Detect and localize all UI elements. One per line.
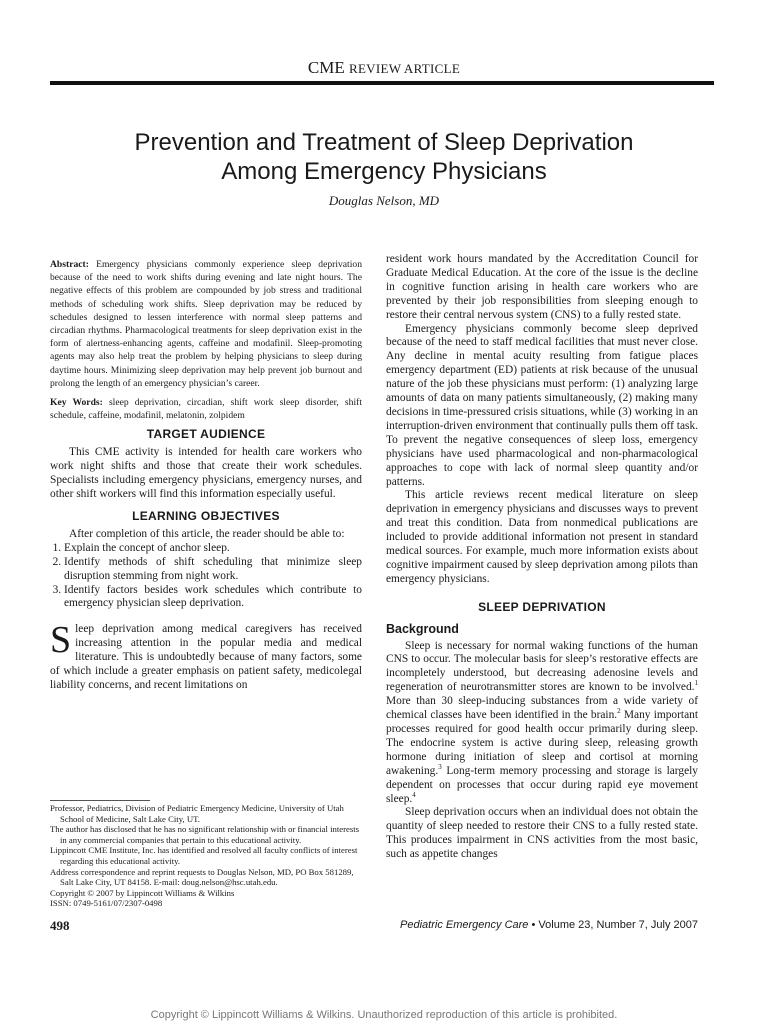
reference-marker[interactable]: 3 (438, 762, 442, 771)
footnote: The author has disclosed that he has no significant relationship with or financial interests in any commercial companies that pertain to this educational activity. (50, 824, 360, 845)
article-type-suffix: REVIEW ARTICLE (348, 61, 461, 76)
copyright-notice: Copyright © Lippincott Williams & Wilkins. Unauthorized reproduction of this article is prohibited. (150, 1009, 618, 1021)
article-title (0, 128, 768, 186)
journal-separator: • (531, 919, 536, 931)
body-paragraph: Emergency physicians commonly become sleep deprived because of the need to staff medical facilities that must never close. Any decline in mental acuity resulting from fatigue places emergency department (ED) patients at risk because of the unusual nature of the job these physicians must perform: (1) analyzing large amounts of data on many patients simultaneously, (2) making many decisions in time-pressured crisis situations, while (3) working in an interruption-driven environment that continually pulls them off task. To prevent the negative consequences of sleep loss, emergency physicians have used pharmacological and non-pharmacological approaches to cope with lack of normal sleep quantity and/or patterns. (386, 322, 698, 488)
intro-paragraph (50, 619, 362, 693)
reference-marker[interactable]: 2 (617, 707, 621, 716)
background-paragraph: Sleep is necessary for normal waking functions of the human CNS to occur. The molecular basis for sleep’s restorative effects are incompletely understood, but decreasing adenosine levels and regeneration of neurotransmitter stores are known to be involved.$^1$ More than 30 sleep-inducing substances from a wide variety of chemical classes have been identified in the brain.$^2$ Many important processes required for good health occur primarily during sleep. The endocrine system is active during sleep, releasing growth hormone during initiation of sleep and cortisol at morning awakening.$^3$ Long-term memory processing and storage is largely dependent on processes that occur during rapid eye movement sleep.$^4$ (386, 639, 698, 805)
sleep-deprivation-heading: SLEEP DEPRIVATION (478, 599, 606, 614)
learning-objectives-list (50, 542, 362, 612)
keywords-text: sleep deprivation, circadian, shift work sleep disorder, shift schedule, caffeine, modafinil, melatonin, zolpidem (50, 397, 362, 422)
reference-marker[interactable]: 4 (412, 790, 416, 799)
abstract-label: Abstract: (50, 259, 89, 270)
keywords-label: Key Words: (50, 397, 103, 409)
journal-name: Pediatric Emergency Care (400, 919, 529, 931)
objective-item: 3. Identify factors besides work schedules which contribute to emergency physician sleep deprivation. (64, 584, 362, 612)
footnote: Professor, Pediatrics, Division of Pediatric Emergency Medicine, University of Utah School of Medicine, Salt Lake City, UT. (50, 803, 344, 824)
title-line-2: Among Emergency Physicians (221, 158, 547, 185)
header-rule (50, 81, 714, 85)
footnote-rule (50, 800, 150, 801)
footnote: ISSN: 0749-5161/07/2307-0498 (50, 898, 163, 909)
left-column (50, 258, 362, 693)
background-subheading: Background (386, 621, 459, 636)
objective-item: 2. Identify methods of shift scheduling that minimize sleep disruption stemming from night work. (64, 556, 362, 584)
page-number: 498 (50, 918, 70, 933)
learning-objectives-heading: LEARNING OBJECTIVES (132, 508, 280, 523)
target-audience-text: This CME activity is intended for health care workers who work night shifts and those that create their work schedules. Specialists including emergency physicians, emergency nurses, and other shift workers will find this information especially useful. (50, 446, 362, 501)
body-paragraph: resident work hours mandated by the Accreditation Council for Graduate Medical Education. At the core of the issue is the decline in cognitive function arising in health care workers who are prevented by their job responsibilities from sleeping enough to restore their central nervous system (CNS) to a fully rested state. (386, 253, 698, 321)
body-paragraph: This article reviews recent medical literature on sleep deprivation in emergency physicians and discusses ways to prevent and treat this condition. Data from nonmedical publications are included to provide additional information not present in standard medical sources. For example, much more information exists about cognitive impairment caused by sleep deprivation among pilots than emergency physicians. (386, 489, 698, 585)
author-name: Douglas Nelson, MD (328, 193, 440, 208)
article-type-label (0, 58, 768, 78)
keywords (50, 396, 362, 422)
reference-marker[interactable]: 1 (694, 679, 698, 688)
abstract-text: Emergency physicians commonly experience sleep deprivation because of the need to work shifts during evening and late night hours. The negative effects of this problem are compounded by job stress and traditional methods of scheduling work shifts. Sleep deprivation may be reduced by schedules designed to lessen interference with normal sleep patterns and circadian rhythms. Pharmacological treatments for sleep deprivation exist in the form of alertness-enhancing agents, caffeine and modafinil. Sleep-promoting agents may also help treat the problem by helping physicians to sleep during daytime hours. Minimizing sleep deprivation may help prevent job burnout and prolong the length of an emergency physician’s career. (50, 259, 362, 389)
footnote: Copyright © 2007 by Lippincott Williams & Wilkins (50, 887, 235, 898)
objective-item: 1. Explain the concept of anchor sleep. (64, 542, 362, 556)
target-audience-heading: TARGET AUDIENCE (146, 427, 266, 442)
journal-citation (400, 919, 698, 931)
journal-details: Volume 23, Number 7, July 2007 (538, 919, 698, 931)
intro-text: leep deprivation among medical caregivers has received increasing attention in the popular media and medical literature. This is undoubtedly because of many factors, some of which include a greater emphasis on patient safety, medicolegal liability concerns, and recent limitations on (50, 623, 362, 691)
learning-objectives-intro: After completion of this article, the reader should be able to: (69, 527, 345, 540)
article-type-prefix: CME (307, 58, 345, 77)
body-paragraph: Sleep deprivation occurs when an individual does not obtain the quantity of sleep needed to restore their CNS to a fully rested state. This produces impairment in CNS activities from the most basic, such as appetite changes (386, 806, 698, 861)
footnotes (50, 803, 362, 909)
footnote: Lippincott CME Institute, Inc. has identified and resolved all faculty conflicts of interest regarding this educational activity. (50, 845, 358, 866)
footnote: Address correspondence and reprint requests to Douglas Nelson, MD, PO Box 581289, Salt Lake City, UT 84158. E-mail: doug.nelson@hsc.utah.edu. (50, 866, 354, 888)
abstract (50, 258, 362, 390)
drop-cap: S (50, 619, 72, 662)
right-column (386, 253, 698, 862)
title-line-1: Prevention and Treatment of Sleep Deprivation (134, 129, 634, 156)
